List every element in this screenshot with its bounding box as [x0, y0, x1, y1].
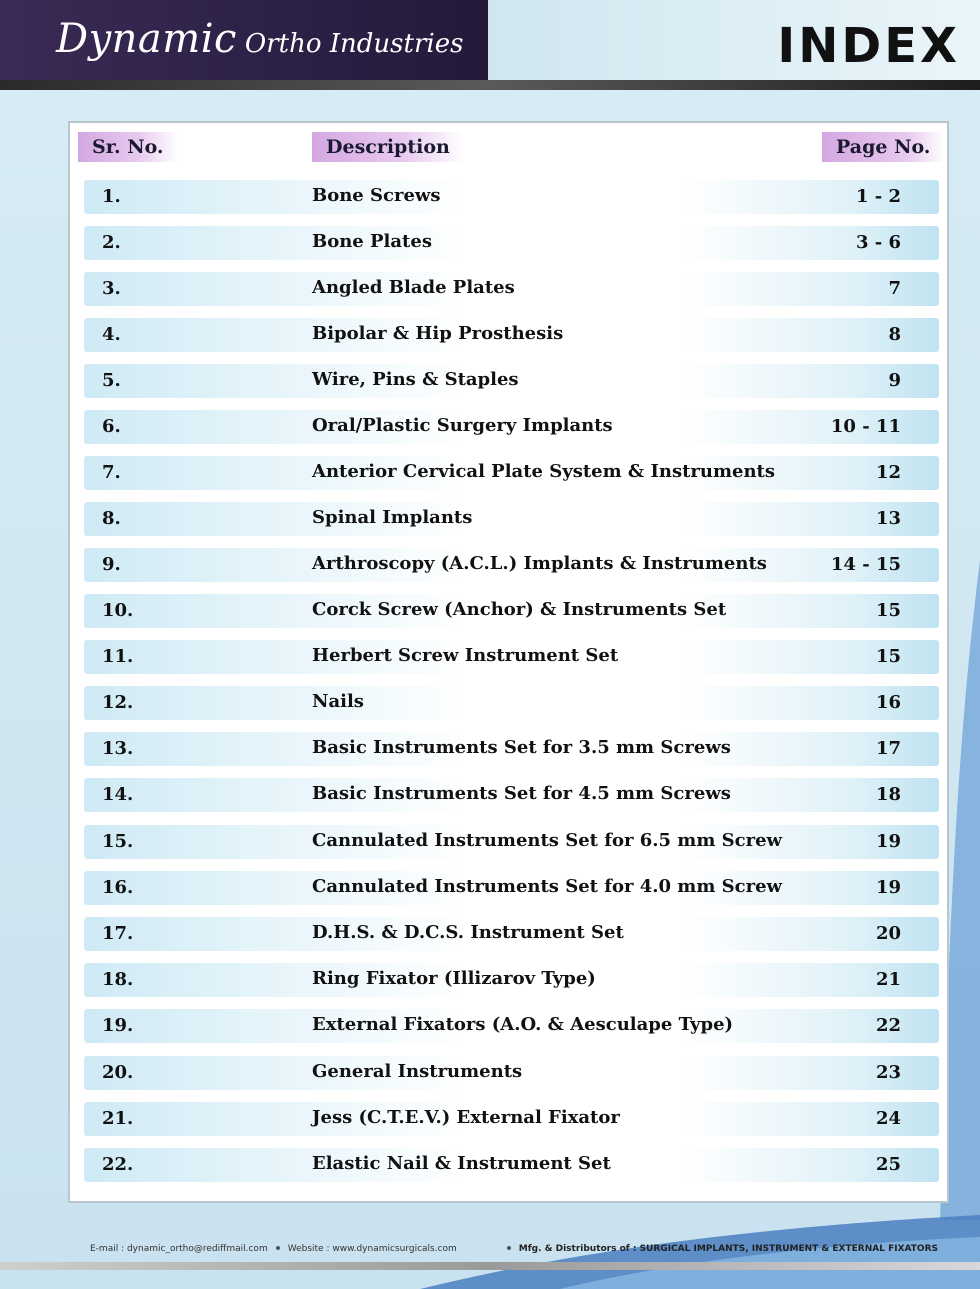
- row-page-number: 23: [875, 1062, 901, 1083]
- footer-tagline-wrap: [499, 1244, 938, 1254]
- index-row: [84, 502, 939, 536]
- title-band: [488, 0, 980, 80]
- row-page-number: 15: [875, 646, 901, 667]
- row-page-number: 13: [875, 508, 901, 529]
- row-sr-number: 21.: [102, 1108, 134, 1129]
- row-sr-number: 12.: [102, 692, 134, 713]
- row-page-number: 24: [875, 1108, 901, 1129]
- row-description: Oral/Plastic Surgery Implants: [312, 415, 613, 436]
- index-row: [84, 963, 939, 997]
- row-description: Elastic Nail & Instrument Set: [312, 1153, 611, 1174]
- index-row: [84, 456, 939, 490]
- row-page-number: 19: [875, 877, 901, 898]
- row-page-number: 18: [875, 784, 901, 805]
- row-description: Ring Fixator (Illizarov Type): [312, 968, 596, 989]
- index-row: [84, 1056, 939, 1090]
- bottom-bar: [0, 1262, 980, 1270]
- row-page-number: 14 - 15: [830, 554, 901, 575]
- row-description: D.H.S. & D.C.S. Instrument Set: [312, 922, 624, 943]
- index-row: [84, 871, 939, 905]
- row-page-number: 21: [875, 969, 901, 990]
- row-page-number: 20: [875, 923, 901, 944]
- index-row: [84, 686, 939, 720]
- page-header: [0, 0, 980, 80]
- row-page-number: 12: [875, 462, 901, 483]
- row-description: Basic Instruments Set for 3.5 mm Screws: [312, 737, 731, 758]
- row-sr-number: 6.: [102, 416, 121, 437]
- index-row: [84, 364, 939, 398]
- row-description: Bone Plates: [312, 231, 432, 252]
- row-description: Cannulated Instruments Set for 6.5 mm Screw: [312, 830, 783, 851]
- row-page-number: 25: [875, 1154, 901, 1175]
- row-page-number: 10 - 11: [830, 416, 901, 437]
- index-row: [84, 778, 939, 812]
- row-description: Cannulated Instruments Set for 4.0 mm Screw: [312, 876, 783, 897]
- column-header-description: Description: [312, 132, 464, 162]
- row-sr-number: 17.: [102, 923, 134, 944]
- row-sr-number: 10.: [102, 600, 134, 621]
- row-sr-number: 3.: [102, 278, 121, 299]
- row-page-number: 1 - 2: [855, 186, 901, 207]
- row-description: Bone Screws: [312, 185, 441, 206]
- index-row: [84, 180, 939, 214]
- brand-subtitle: Ortho Industries: [244, 29, 464, 59]
- row-page-number: 9: [888, 370, 901, 391]
- row-sr-number: 13.: [102, 738, 134, 759]
- row-sr-number: 2.: [102, 232, 121, 253]
- row-sr-number: 18.: [102, 969, 134, 990]
- index-row: [84, 1148, 939, 1182]
- row-description: Angled Blade Plates: [312, 277, 515, 298]
- row-page-number: 17: [875, 738, 901, 759]
- bullet-icon: [276, 1246, 280, 1250]
- footer-contact: [90, 1244, 457, 1254]
- row-sr-number: 14.: [102, 784, 134, 805]
- header-divider: [0, 80, 980, 90]
- row-page-number: 3 - 6: [855, 232, 901, 253]
- page-title: INDEX: [777, 18, 960, 74]
- index-row: [84, 594, 939, 628]
- row-sr-number: 1.: [102, 186, 121, 207]
- brand-logo: [56, 16, 463, 62]
- row-sr-number: 9.: [102, 554, 121, 575]
- footer-email: E-mail : dynamic_ortho@rediffmail.com: [90, 1244, 268, 1254]
- row-page-number: 7: [888, 278, 901, 299]
- row-sr-number: 19.: [102, 1015, 134, 1036]
- row-description: Spinal Implants: [312, 507, 473, 528]
- page-footer: [0, 1236, 980, 1260]
- index-row: [84, 226, 939, 260]
- row-description: Corck Screw (Anchor) & Instruments Set: [312, 599, 727, 620]
- row-sr-number: 22.: [102, 1154, 134, 1175]
- index-row: [84, 318, 939, 352]
- row-page-number: 15: [875, 600, 901, 621]
- row-page-number: 8: [888, 324, 901, 345]
- index-row: [84, 548, 939, 582]
- row-sr-number: 7.: [102, 462, 121, 483]
- brand-name: Dynamic: [56, 16, 237, 62]
- index-row: [84, 640, 939, 674]
- index-row: [84, 917, 939, 951]
- row-page-number: 22: [875, 1015, 901, 1036]
- row-description: Jess (C.T.E.V.) External Fixator: [312, 1107, 620, 1128]
- row-description: External Fixators (A.O. & Aesculape Type): [312, 1014, 734, 1035]
- footer-tagline: Mfg. & Distributors of : SURGICAL IMPLANTS, INSTRUMENT & EXTERNAL FIXATORS: [518, 1244, 938, 1254]
- row-sr-number: 11.: [102, 646, 134, 667]
- row-sr-number: 8.: [102, 508, 121, 529]
- row-description: General Instruments: [312, 1061, 523, 1082]
- row-sr-number: 16.: [102, 877, 134, 898]
- row-page-number: 19: [875, 831, 901, 852]
- row-sr-number: 20.: [102, 1062, 134, 1083]
- index-row: [84, 272, 939, 306]
- row-sr-number: 15.: [102, 831, 134, 852]
- column-header-page: Page No.: [822, 132, 944, 162]
- index-row: [84, 410, 939, 444]
- column-header-sr: Sr. No.: [78, 132, 178, 162]
- row-description: Nails: [312, 691, 364, 712]
- index-row: [84, 1102, 939, 1136]
- brand-band: [0, 0, 488, 80]
- row-description: Herbert Screw Instrument Set: [312, 645, 619, 666]
- row-sr-number: 4.: [102, 324, 121, 345]
- row-sr-number: 5.: [102, 370, 121, 391]
- row-description: Arthroscopy (A.C.L.) Implants & Instruments: [312, 553, 767, 574]
- row-description: Bipolar & Hip Prosthesis: [312, 323, 564, 344]
- row-description: Anterior Cervical Plate System & Instruments: [312, 461, 775, 482]
- row-description: Wire, Pins & Staples: [312, 369, 519, 390]
- index-row: [84, 732, 939, 766]
- row-description: Basic Instruments Set for 4.5 mm Screws: [312, 783, 731, 804]
- row-page-number: 16: [875, 692, 901, 713]
- index-row: [84, 1009, 939, 1043]
- bullet-icon: [507, 1246, 511, 1250]
- index-row: [84, 825, 939, 859]
- footer-website: Website : www.dynamicsurgicals.com: [287, 1244, 457, 1254]
